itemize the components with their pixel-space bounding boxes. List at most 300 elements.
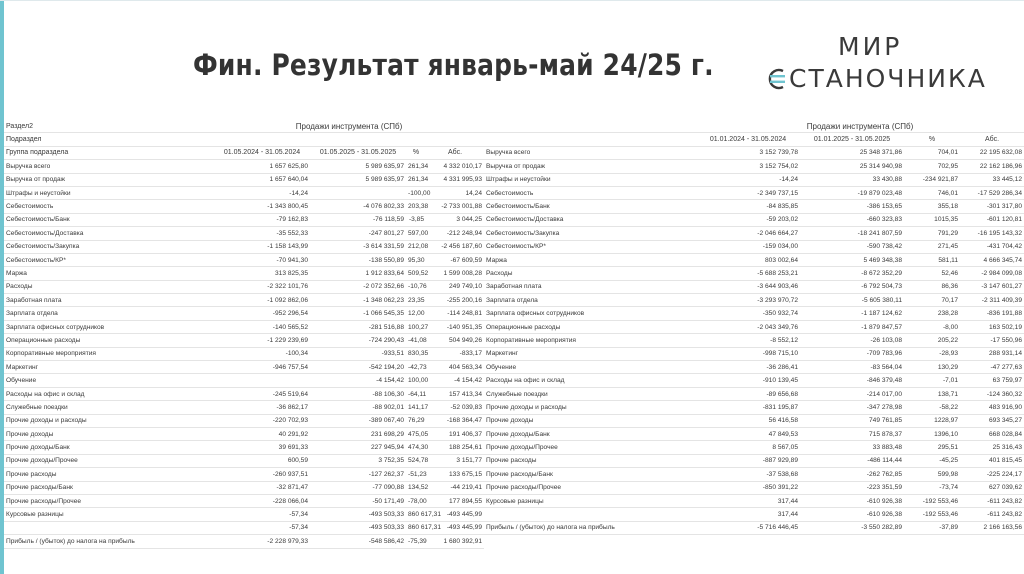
table-row (4, 414, 484, 427)
value-abs: 693 345,27 (960, 414, 1024, 427)
value-period-2: 715 878,37 (800, 427, 904, 440)
value-abs: -833,17 (426, 347, 484, 360)
value-period-1: -159 034,00 (696, 240, 800, 253)
table-row (4, 387, 484, 400)
value-period-2: 25 348 371,86 (800, 146, 904, 159)
row-label: Выручка от продаж (484, 160, 696, 173)
value-abs: -168 364,47 (426, 414, 484, 427)
value-period-1: 40 291,92 (214, 427, 310, 440)
value-percent: 138,71 (904, 387, 960, 400)
value-period-1: 3 152 739,78 (696, 146, 800, 159)
value-period-2: -709 783,96 (800, 347, 904, 360)
value-period-1: -2 228 979,33 (214, 535, 310, 548)
value-period-2: -4 076 802,33 (310, 200, 406, 213)
value-period-2: 25 314 940,98 (800, 160, 904, 173)
table-row (484, 374, 1024, 387)
value-period-1: -35 552,33 (214, 227, 310, 240)
value-period-2: -493 503,33 (310, 508, 406, 521)
value-period-2: -138 550,89 (310, 253, 406, 266)
value-abs: -2 456 187,60 (426, 240, 484, 253)
value-abs: 22 195 632,08 (960, 146, 1024, 159)
value-period-2: -1 879 847,57 (800, 320, 904, 333)
table-row (4, 535, 484, 548)
value-period-1: -2 349 737,15 (696, 186, 800, 199)
table-row (4, 253, 484, 266)
left-results-table (4, 120, 484, 549)
value-period-2: -1 348 062,23 (310, 294, 406, 307)
value-percent: 704,01 (904, 146, 960, 159)
row-label: Заработная плата (484, 280, 696, 293)
row-label: Прочие расходы/Прочее (484, 481, 696, 494)
value-percent: 238,28 (904, 307, 960, 320)
page-title: Фин. Результат январь-май 24/25 г. (193, 48, 714, 82)
value-period-1: -5 716 446,45 (696, 521, 800, 534)
table-row (484, 414, 1024, 427)
value-period-1: -910 139,45 (696, 374, 800, 387)
value-percent: -10,76 (406, 280, 426, 293)
value-period-1: -79 162,83 (214, 213, 310, 226)
col-header-period-2-right: 01.01.2025 - 31.05.2025 (800, 133, 904, 146)
value-period-2: -88 106,30 (310, 387, 406, 400)
value-period-2: -846 379,48 (800, 374, 904, 387)
value-period-1: -1 092 862,06 (214, 294, 310, 307)
value-period-2: -389 067,40 (310, 414, 406, 427)
value-percent: -8,00 (904, 320, 960, 333)
table-row (484, 454, 1024, 467)
value-period-1: 3 152 754,02 (696, 160, 800, 173)
value-period-1: -2 046 664,27 (696, 227, 800, 240)
table-row (484, 320, 1024, 333)
value-period-2: -610 926,38 (800, 494, 904, 507)
value-period-1: -831 195,87 (696, 401, 800, 414)
value-period-2: 3 752,35 (310, 454, 406, 467)
value-percent: -100,00 (406, 186, 426, 199)
row-label: Зарплата отдела (484, 294, 696, 307)
value-percent: 86,36 (904, 280, 960, 293)
value-percent: 95,30 (406, 253, 426, 266)
row-label: Прочие доходы и расходы (4, 414, 214, 427)
value-percent: 261,34 (406, 173, 426, 186)
value-period-1: -3 644 903,46 (696, 280, 800, 293)
value-period-2: -486 114,44 (800, 454, 904, 467)
row-label: Штрафы и неустойки (4, 186, 214, 199)
razdel-value: Продажи инструмента (СПб) (214, 120, 484, 133)
table-row (4, 427, 484, 440)
value-period-1: -70 941,30 (214, 253, 310, 266)
row-label: Зарплата офисных сотрудников (4, 320, 214, 333)
value-percent: -58,22 (904, 401, 960, 414)
table-row (484, 294, 1024, 307)
value-abs: -3 147 601,27 (960, 280, 1024, 293)
value-percent: -234 921,87 (904, 173, 960, 186)
value-abs: -601 120,81 (960, 213, 1024, 226)
value-period-2: 227 945,94 (310, 441, 406, 454)
value-percent: 76,29 (406, 414, 426, 427)
right-results-table (484, 120, 1024, 535)
value-period-1: 317,44 (696, 494, 800, 507)
value-period-2: -214 017,00 (800, 387, 904, 400)
table-row (4, 267, 484, 280)
row-label: Прочие расходы (484, 454, 696, 467)
row-label: Маркетинг (484, 347, 696, 360)
value-period-1: -32 871,47 (214, 481, 310, 494)
value-percent: 203,38 (406, 200, 426, 213)
value-abs: 63 759,97 (960, 374, 1024, 387)
value-period-1: -36 286,41 (696, 361, 800, 374)
value-percent: 509,52 (406, 267, 426, 280)
table-row (4, 320, 484, 333)
value-abs: 1 599 008,28 (426, 267, 484, 280)
value-percent: 134,52 (406, 481, 426, 494)
value-period-2: 1 912 833,64 (310, 267, 406, 280)
value-period-2: -1 187 124,62 (800, 307, 904, 320)
value-period-1: -37 538,68 (696, 468, 800, 481)
table-row (4, 294, 484, 307)
value-abs: -611 243,82 (960, 508, 1024, 521)
table-row (4, 508, 484, 521)
col-header-abs: Абс. (426, 146, 484, 159)
value-percent: 212,08 (406, 240, 426, 253)
table-row (4, 240, 484, 253)
value-percent: 130,29 (904, 361, 960, 374)
value-period-1 (214, 374, 310, 387)
table-row (4, 468, 484, 481)
row-label: Себестоимость/Закупка (4, 240, 214, 253)
table-row (484, 361, 1024, 374)
value-percent: 100,00 (406, 374, 426, 387)
value-period-1: -14,24 (696, 173, 800, 186)
row-label: Себестоимость (4, 200, 214, 213)
value-period-2: -3 614 331,59 (310, 240, 406, 253)
value-abs: -493 445,99 (426, 508, 484, 521)
value-period-2: -6 792 504,73 (800, 280, 904, 293)
row-label: Прочие доходы/Банк (484, 427, 696, 440)
value-abs: -17 550,96 (960, 334, 1024, 347)
value-period-2: -610 926,38 (800, 508, 904, 521)
table-row (4, 227, 484, 240)
podrazdel-label: Подраздел (4, 133, 214, 146)
value-percent: -41,08 (406, 334, 426, 347)
value-percent: -64,11 (406, 387, 426, 400)
value-abs: 25 316,43 (960, 441, 1024, 454)
table-row (4, 481, 484, 494)
table-row (484, 441, 1024, 454)
value-percent: 70,17 (904, 294, 960, 307)
table-row (484, 253, 1024, 266)
value-abs: 627 039,62 (960, 481, 1024, 494)
value-period-1: 56 416,58 (696, 414, 800, 427)
value-percent: -78,00 (406, 494, 426, 507)
value-abs: 401 815,45 (960, 454, 1024, 467)
value-period-1: -57,34 (214, 521, 310, 534)
row-label: Курсовые разницы (484, 494, 696, 507)
value-period-1: -1 158 143,99 (214, 240, 310, 253)
table-row (4, 173, 484, 186)
value-period-1: -57,34 (214, 508, 310, 521)
row-label: Себестоимость/Банк (4, 213, 214, 226)
row-label (484, 508, 696, 521)
value-abs: -2 311 409,39 (960, 294, 1024, 307)
col-header-percent: % (406, 146, 426, 159)
value-abs: 3 151,77 (426, 454, 484, 467)
value-period-2: 749 761,85 (800, 414, 904, 427)
table-row (4, 213, 484, 226)
row-label: Обучение (484, 361, 696, 374)
value-period-2: -83 564,04 (800, 361, 904, 374)
row-label: Расходы (4, 280, 214, 293)
machine-tool-mark-icon (765, 67, 787, 91)
col-header-percent-right: % (904, 133, 960, 146)
value-period-1: -59 203,02 (696, 213, 800, 226)
row-label: Прочие доходы и расходы (484, 401, 696, 414)
value-percent: 141,17 (406, 401, 426, 414)
value-period-1: 313 825,35 (214, 267, 310, 280)
value-period-1: -89 656,68 (696, 387, 800, 400)
table-row (484, 521, 1024, 534)
value-period-2: -50 171,49 (310, 494, 406, 507)
row-label: Зарплата отдела (4, 307, 214, 320)
table-row (484, 186, 1024, 199)
value-percent: -45,25 (904, 454, 960, 467)
value-abs: -836 191,88 (960, 307, 1024, 320)
row-label: Штрафы и неустойки (484, 173, 696, 186)
value-period-1: -3 293 970,72 (696, 294, 800, 307)
table-row (484, 200, 1024, 213)
value-abs: 4 332 010,17 (426, 160, 484, 173)
row-label: Служебные поездки (4, 401, 214, 414)
value-period-1: -1 229 239,69 (214, 334, 310, 347)
value-period-1: -952 296,54 (214, 307, 310, 320)
value-period-2: -3 550 282,89 (800, 521, 904, 534)
value-period-2: -281 516,88 (310, 320, 406, 333)
row-label: Маржа (484, 253, 696, 266)
value-abs: 188 254,61 (426, 441, 484, 454)
value-abs: 504 949,26 (426, 334, 484, 347)
value-percent: 1396,10 (904, 427, 960, 440)
value-period-2: -386 153,65 (800, 200, 904, 213)
value-percent: -3,85 (406, 213, 426, 226)
value-abs: -212 248,94 (426, 227, 484, 240)
value-abs: -44 219,41 (426, 481, 484, 494)
table-row (484, 387, 1024, 400)
value-abs: -140 951,35 (426, 320, 484, 333)
value-percent: 261,34 (406, 160, 426, 173)
value-period-1: -100,34 (214, 347, 310, 360)
logo-line2-wrap (764, 64, 987, 93)
value-period-1: -350 932,74 (696, 307, 800, 320)
col-header-abs-right: Абс. (960, 133, 1024, 146)
table-row (4, 494, 484, 507)
value-period-2: -19 879 023,48 (800, 186, 904, 199)
table-row (484, 213, 1024, 226)
value-period-2: -247 801,27 (310, 227, 406, 240)
row-label: Себестоимость/КР* (4, 253, 214, 266)
value-percent: -192 553,46 (904, 494, 960, 507)
value-period-2: 5 469 348,38 (800, 253, 904, 266)
value-abs: 249 749,10 (426, 280, 484, 293)
table-row (484, 334, 1024, 347)
table-row (4, 454, 484, 467)
value-period-1: 317,44 (696, 508, 800, 521)
row-label: Корпоративные мероприятия (484, 334, 696, 347)
row-label: Расходы на офис и склад (484, 374, 696, 387)
value-period-1: 39 691,33 (214, 441, 310, 454)
value-percent: 1015,35 (904, 213, 960, 226)
row-label: Курсовые разницы (4, 508, 214, 521)
value-abs: 4 666 345,74 (960, 253, 1024, 266)
col-header-period-2: 01.05.2025 - 31.05.2025 (310, 146, 406, 159)
value-abs: 14,24 (426, 186, 484, 199)
value-abs: -124 360,32 (960, 387, 1024, 400)
row-label: Прочие доходы/Банк (4, 441, 214, 454)
value-period-2: -1 066 545,35 (310, 307, 406, 320)
company-logo (764, 32, 986, 102)
value-percent: 860 617,31 (406, 508, 426, 521)
value-period-2: -127 262,37 (310, 468, 406, 481)
value-abs: 404 563,34 (426, 361, 484, 374)
row-label: Себестоимость/Банк (484, 200, 696, 213)
row-label: Прибыль / (убыток) до налога на прибыль (4, 535, 214, 548)
table-row (484, 240, 1024, 253)
value-period-1: -8 552,12 (696, 334, 800, 347)
value-percent: 581,11 (904, 253, 960, 266)
value-percent: -37,89 (904, 521, 960, 534)
value-abs: -4 154,42 (426, 374, 484, 387)
row-label: Операционные расходы (4, 334, 214, 347)
value-abs: -114 248,81 (426, 307, 484, 320)
value-period-2: -724 290,43 (310, 334, 406, 347)
row-label: Прочие доходы/Прочее (484, 441, 696, 454)
value-abs: -493 445,99 (426, 521, 484, 534)
row-label: Расходы на офис и склад (4, 387, 214, 400)
value-percent: -192 553,46 (904, 508, 960, 521)
value-period-2: -548 586,42 (310, 535, 406, 548)
row-label: Операционные расходы (484, 320, 696, 333)
value-period-1: -887 929,89 (696, 454, 800, 467)
row-label: Служебные поездки (484, 387, 696, 400)
value-percent: -42,73 (406, 361, 426, 374)
table-row (484, 427, 1024, 440)
table-row (4, 374, 484, 387)
value-abs: -47 277,63 (960, 361, 1024, 374)
value-percent: 23,35 (406, 294, 426, 307)
value-percent: 12,00 (406, 307, 426, 320)
value-period-1: 1 657 640,04 (214, 173, 310, 186)
row-label: Прочие доходы/Прочее (4, 454, 214, 467)
value-period-1: -245 519,64 (214, 387, 310, 400)
table-row (484, 481, 1024, 494)
value-abs: 288 931,14 (960, 347, 1024, 360)
value-percent: -28,93 (904, 347, 960, 360)
value-percent: -73,74 (904, 481, 960, 494)
value-percent: -7,01 (904, 374, 960, 387)
row-label: Себестоимость/Доставка (484, 213, 696, 226)
value-period-1: 803 002,64 (696, 253, 800, 266)
value-period-2: -2 072 352,66 (310, 280, 406, 293)
value-percent: 271,45 (904, 240, 960, 253)
row-label: Заработная плата (4, 294, 214, 307)
value-percent: 355,18 (904, 200, 960, 213)
table-row (4, 307, 484, 320)
table-row (484, 508, 1024, 521)
value-percent: 1228,97 (904, 414, 960, 427)
table-row (484, 267, 1024, 280)
value-period-2: -262 762,85 (800, 468, 904, 481)
table-row (4, 186, 484, 199)
row-label: Себестоимость/Закупка (484, 227, 696, 240)
razdel-label: Раздел2 (4, 120, 214, 133)
razdel-value-right: Продажи инструмента (СПб) (696, 120, 1024, 133)
value-percent: 295,51 (904, 441, 960, 454)
row-label: Прибыль / (убыток) до налога на прибыль (484, 521, 696, 534)
value-period-1: -14,24 (214, 186, 310, 199)
value-abs: 483 916,90 (960, 401, 1024, 414)
financial-results-tables (0, 120, 1024, 574)
value-period-2: 33 430,88 (800, 173, 904, 186)
value-period-1: -140 565,52 (214, 320, 310, 333)
row-label: Маржа (4, 267, 214, 280)
value-period-2: -590 738,42 (800, 240, 904, 253)
value-period-2: 5 989 635,97 (310, 160, 406, 173)
value-period-1: -850 391,22 (696, 481, 800, 494)
value-abs: 22 162 186,96 (960, 160, 1024, 173)
value-abs: 668 028,84 (960, 427, 1024, 440)
value-period-1: 8 567,05 (696, 441, 800, 454)
value-abs: -2 733 001,88 (426, 200, 484, 213)
row-label: Выручка всего (4, 160, 214, 173)
value-percent: 830,35 (406, 347, 426, 360)
value-period-2: -26 103,08 (800, 334, 904, 347)
value-percent: 860 617,31 (406, 521, 426, 534)
value-period-1: -220 702,93 (214, 414, 310, 427)
row-label: Прочие доходы (484, 414, 696, 427)
table-row (484, 494, 1024, 507)
value-abs: -301 317,80 (960, 200, 1024, 213)
table-row (4, 521, 484, 534)
value-period-1: -2 322 101,76 (214, 280, 310, 293)
value-period-1: -260 937,51 (214, 468, 310, 481)
value-percent: 524,78 (406, 454, 426, 467)
value-period-2: -223 351,59 (800, 481, 904, 494)
value-abs: 163 502,19 (960, 320, 1024, 333)
value-percent: 52,46 (904, 267, 960, 280)
value-abs: 3 044,25 (426, 213, 484, 226)
table-row (484, 468, 1024, 481)
row-label: Прочие расходы/Банк (4, 481, 214, 494)
value-abs: -17 529 286,34 (960, 186, 1024, 199)
value-abs: 2 166 163,56 (960, 521, 1024, 534)
table-row (4, 334, 484, 347)
value-period-2: -76 118,59 (310, 213, 406, 226)
value-period-2: -542 194,20 (310, 361, 406, 374)
table-row (484, 280, 1024, 293)
group-label: Группа подраздела (4, 146, 214, 159)
table-row (4, 441, 484, 454)
value-period-1: -946 757,54 (214, 361, 310, 374)
table-row (484, 173, 1024, 186)
table-row (484, 347, 1024, 360)
row-label (4, 521, 214, 534)
value-percent: -51,23 (406, 468, 426, 481)
table-row (484, 307, 1024, 320)
table-row (4, 361, 484, 374)
table-row (484, 160, 1024, 173)
row-label: Расходы (484, 267, 696, 280)
table-row (4, 347, 484, 360)
value-period-2: -88 902,01 (310, 401, 406, 414)
value-abs: -611 243,82 (960, 494, 1024, 507)
value-period-1: -2 043 349,76 (696, 320, 800, 333)
